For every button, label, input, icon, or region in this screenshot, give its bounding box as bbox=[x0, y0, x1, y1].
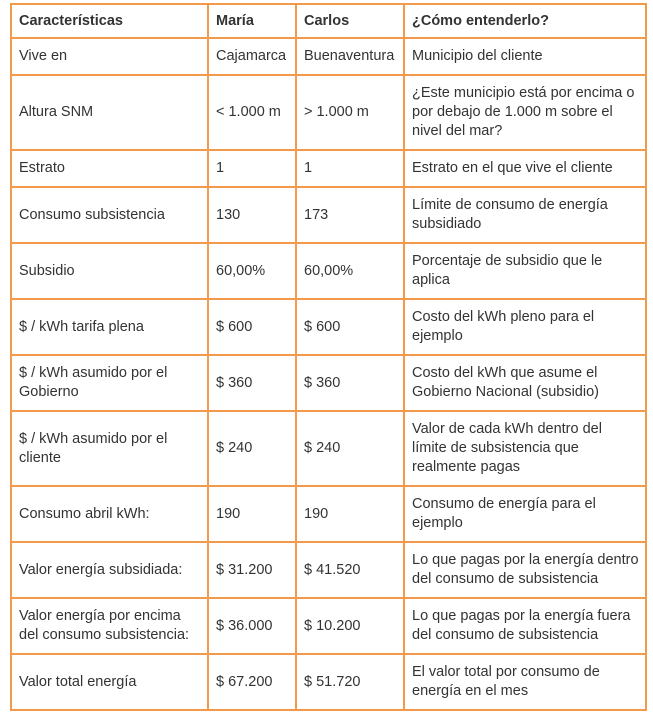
maria-value: $ 360 bbox=[208, 355, 296, 411]
table-row bbox=[11, 150, 646, 187]
row-label: Valor total energía bbox=[11, 654, 208, 710]
maria-value: $ 67.200 bbox=[208, 654, 296, 710]
carlos-value: $ 10.200 bbox=[296, 598, 404, 654]
tariff-comparison-table bbox=[10, 3, 647, 711]
header-explanation: ¿Cómo entenderlo? bbox=[404, 4, 646, 38]
header-characteristics: Características bbox=[11, 4, 208, 38]
carlos-value: 1 bbox=[296, 150, 404, 187]
carlos-value: $ 240 bbox=[296, 411, 404, 486]
maria-value: 190 bbox=[208, 486, 296, 542]
maria-value: $ 36.000 bbox=[208, 598, 296, 654]
maria-value: 130 bbox=[208, 187, 296, 243]
explanation-text: Lo que pagas por la energía fuera del consumo de subsistencia bbox=[404, 598, 646, 654]
row-label: Valor energía por encima del consumo subsistencia: bbox=[11, 598, 208, 654]
maria-value: 1 bbox=[208, 150, 296, 187]
row-label: Vive en bbox=[11, 38, 208, 75]
maria-value: $ 600 bbox=[208, 299, 296, 355]
table-row bbox=[11, 411, 646, 486]
carlos-value: > 1.000 m bbox=[296, 75, 404, 150]
explanation-text: Costo del kWh pleno para el ejemplo bbox=[404, 299, 646, 355]
row-label: Altura SNM bbox=[11, 75, 208, 150]
explanation-text: Valor de cada kWh dentro del límite de subsistencia que realmente pagas bbox=[404, 411, 646, 486]
maria-value: 60,00% bbox=[208, 243, 296, 299]
explanation-text: Estrato en el que vive el cliente bbox=[404, 150, 646, 187]
table-row bbox=[11, 542, 646, 598]
carlos-value: 173 bbox=[296, 187, 404, 243]
explanation-text: Consumo de energía para el ejemplo bbox=[404, 486, 646, 542]
maria-value: Cajamarca bbox=[208, 38, 296, 75]
table-row bbox=[11, 299, 646, 355]
row-label: $ / kWh tarifa plena bbox=[11, 299, 208, 355]
carlos-value: 190 bbox=[296, 486, 404, 542]
carlos-value: $ 41.520 bbox=[296, 542, 404, 598]
maria-value: < 1.000 m bbox=[208, 75, 296, 150]
table-row bbox=[11, 243, 646, 299]
row-label: Valor energía subsidiada: bbox=[11, 542, 208, 598]
carlos-value: $ 360 bbox=[296, 355, 404, 411]
table-row bbox=[11, 654, 646, 710]
tariff-comparison-container bbox=[10, 3, 645, 711]
table-row bbox=[11, 187, 646, 243]
row-label: Consumo subsistencia bbox=[11, 187, 208, 243]
explanation-text: ¿Este municipio está por encima o por debajo de 1.000 m sobre el nivel del mar? bbox=[404, 75, 646, 150]
maria-value: $ 240 bbox=[208, 411, 296, 486]
table-row bbox=[11, 598, 646, 654]
header-maria: María bbox=[208, 4, 296, 38]
row-label: $ / kWh asumido por el Gobierno bbox=[11, 355, 208, 411]
row-label: $ / kWh asumido por el cliente bbox=[11, 411, 208, 486]
maria-value: $ 31.200 bbox=[208, 542, 296, 598]
carlos-value: Buenaventura bbox=[296, 38, 404, 75]
carlos-value: $ 51.720 bbox=[296, 654, 404, 710]
explanation-text: Porcentaje de subsidio que le aplica bbox=[404, 243, 646, 299]
explanation-text: Municipio del cliente bbox=[404, 38, 646, 75]
explanation-text: El valor total por consumo de energía en el mes bbox=[404, 654, 646, 710]
row-label: Consumo abril kWh: bbox=[11, 486, 208, 542]
row-label: Estrato bbox=[11, 150, 208, 187]
table-row bbox=[11, 355, 646, 411]
row-label: Subsidio bbox=[11, 243, 208, 299]
carlos-value: $ 600 bbox=[296, 299, 404, 355]
header-row bbox=[11, 4, 646, 38]
carlos-value: 60,00% bbox=[296, 243, 404, 299]
header-carlos: Carlos bbox=[296, 4, 404, 38]
table-row bbox=[11, 75, 646, 150]
explanation-text: Límite de consumo de energía subsidiado bbox=[404, 187, 646, 243]
explanation-text: Lo que pagas por la energía dentro del consumo de subsistencia bbox=[404, 542, 646, 598]
table-row bbox=[11, 486, 646, 542]
explanation-text: Costo del kWh que asume el Gobierno Nacional (subsidio) bbox=[404, 355, 646, 411]
table-row bbox=[11, 38, 646, 75]
